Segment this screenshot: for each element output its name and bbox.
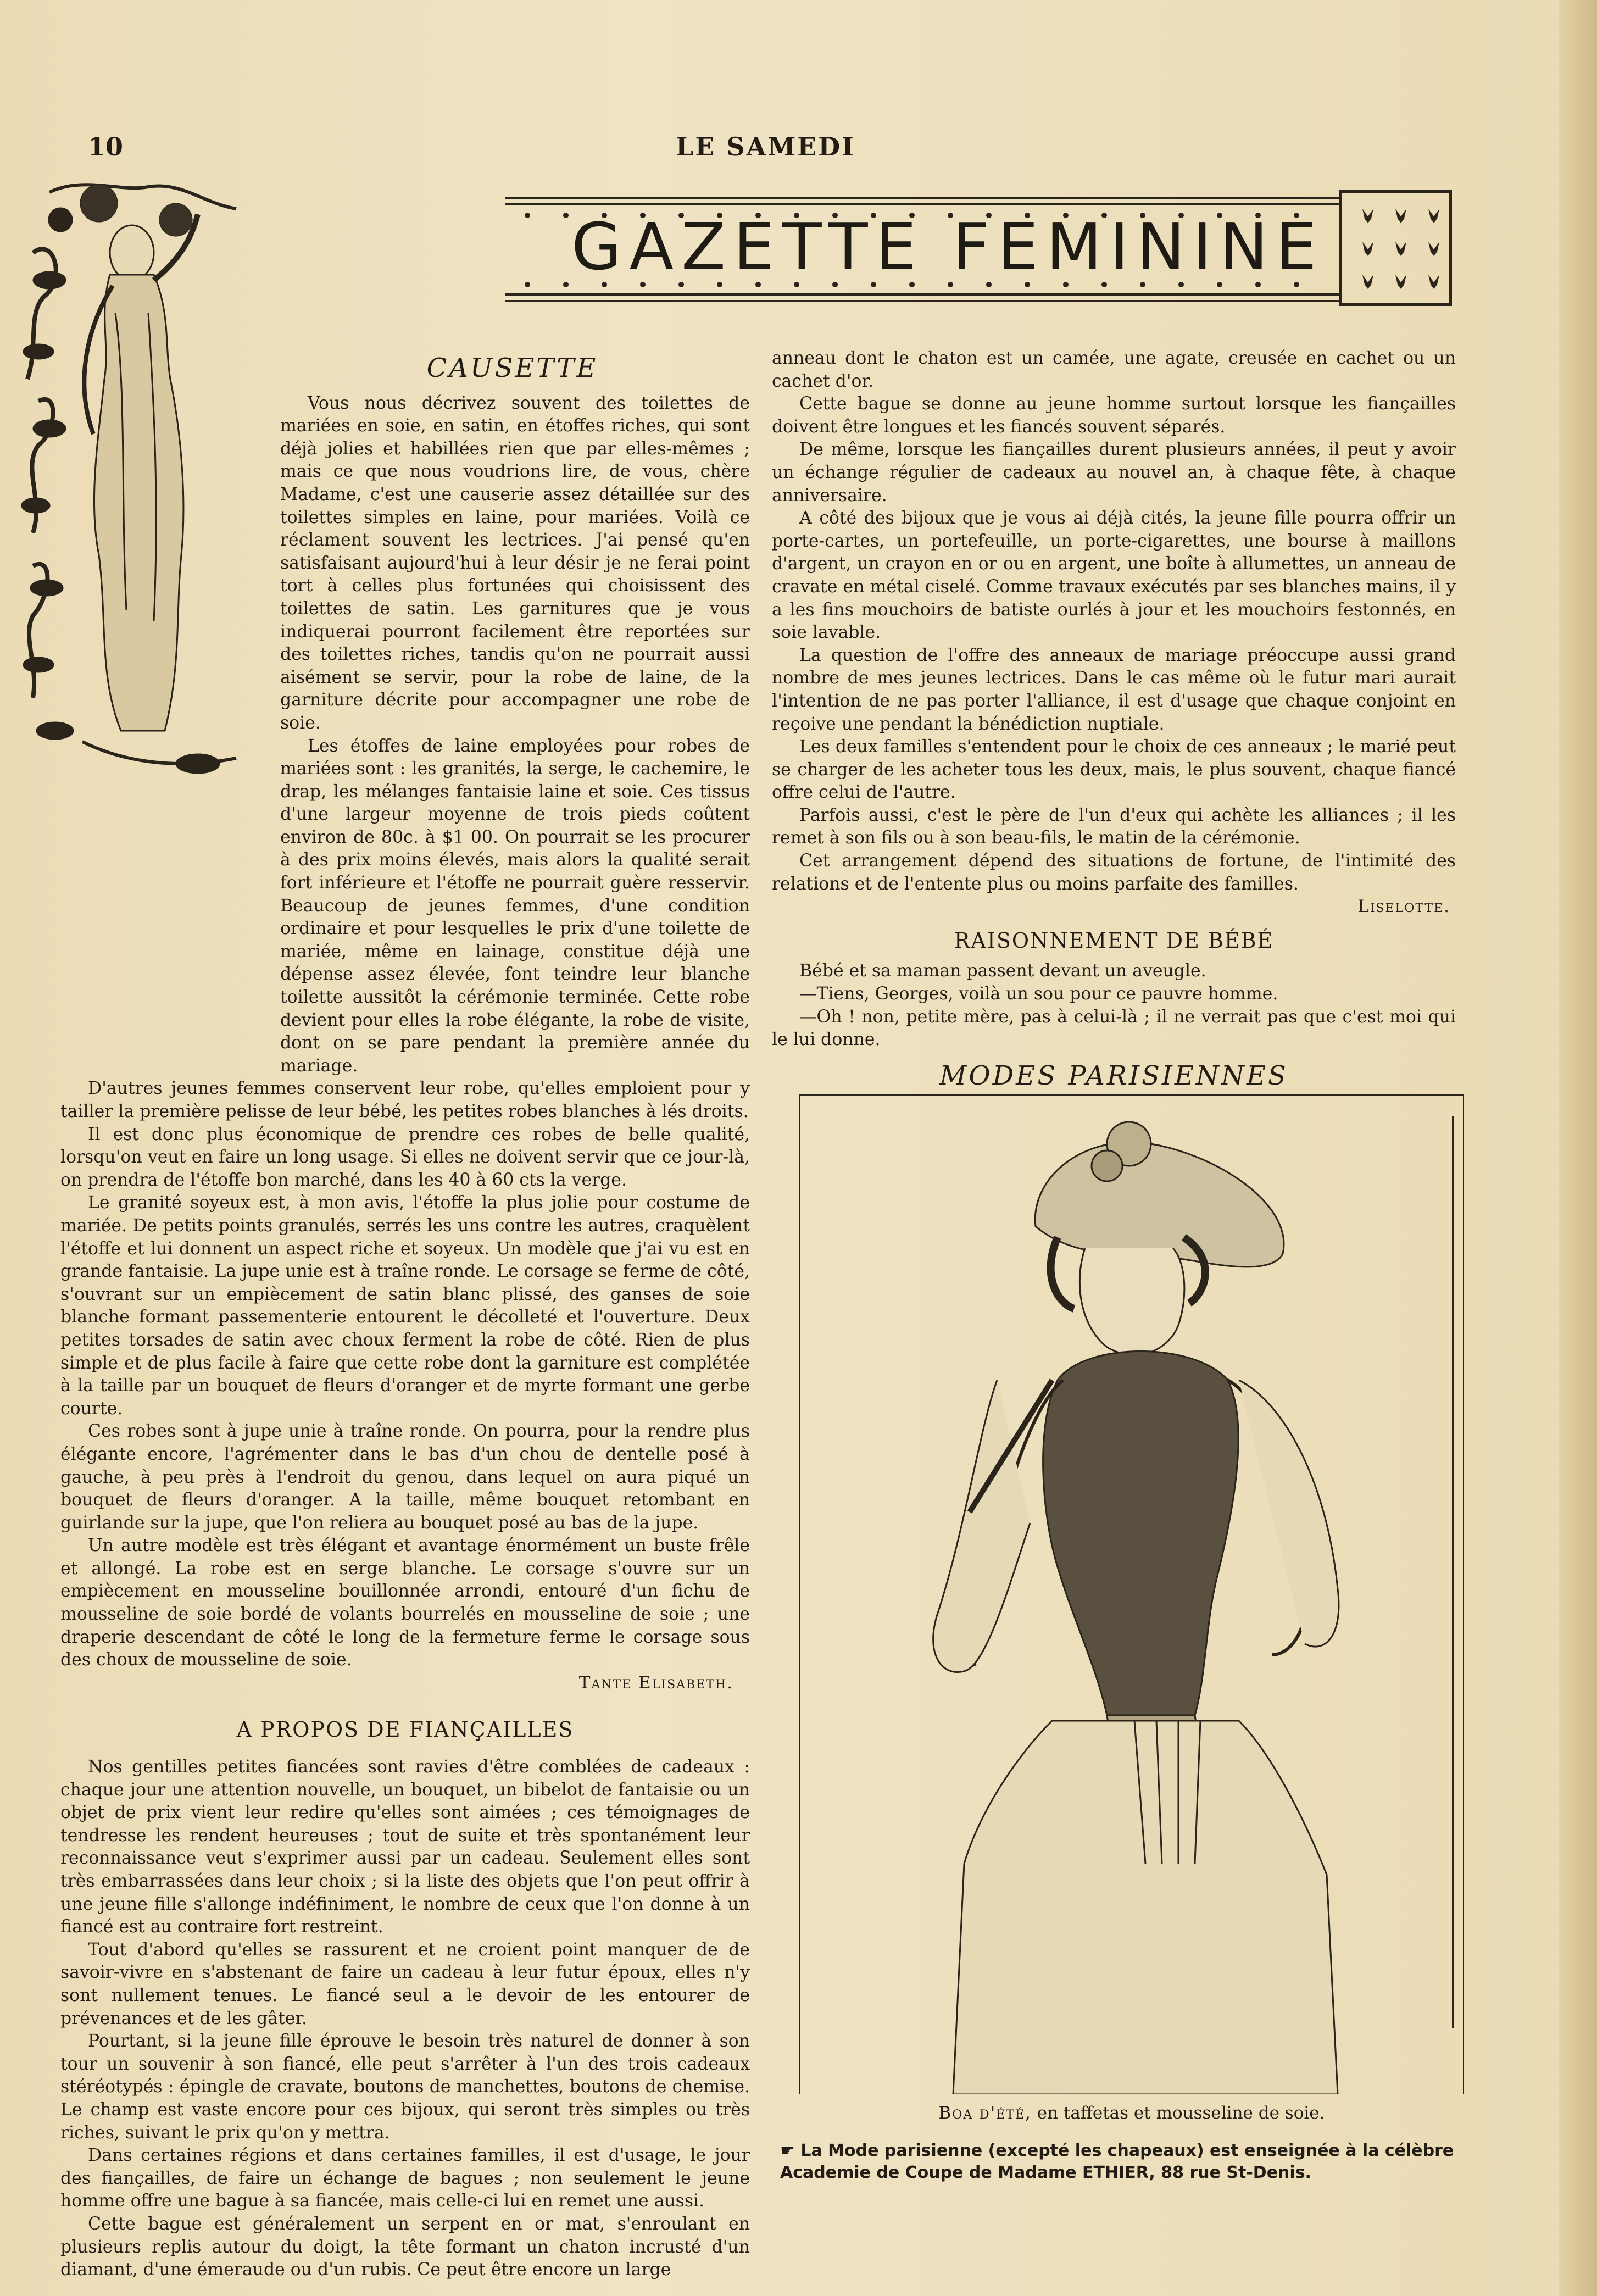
- causette-body: [60, 392, 750, 735]
- paragraph: Bébé et sa maman passent devant un aveugle.: [799, 961, 1206, 981]
- paragraph: Les deux familles s'entendent pour le choix de ces anneaux ; le marié peut se charger de les acheter tous les deux, mais, le plus souvent, chaque fiancé offre celui de l'autre.: [772, 737, 1456, 803]
- paragraph: anneau dont le chaton est un camée, une agate, creusée en cachet ou un cachet d'or.: [772, 348, 1456, 391]
- modes-heading: MODES PARISIENNES: [939, 1060, 1288, 1091]
- notice-line-1: ☛ La Mode parisienne (excepté les chapeaux) est enseignée à la célèbre: [780, 2141, 1454, 2160]
- paragraph: —Tiens, Georges, voilà un sou pour ce pauvre homme.: [799, 984, 1278, 1004]
- fiancailles-continued: [772, 347, 1456, 1091]
- paragraph: D'autres jeunes femmes conservent leur robe, qu'elles emploient pour y tailler la première pelisse de leur bébé, les petites robes blanches à lés droits.: [60, 1078, 750, 1121]
- section-title: GAZETTE FEMININE: [571, 209, 1325, 285]
- paragraph: Nos gentilles petites fiancées sont ravies d'être comblées de cadeaux : chaque jour une attention nouvelle, un bouquet, un bibelot de fantaisie ou un objet de prix vient leur redire qu'elles sont aimées ; ces témoignages de tendresse les rendent heureuses ; tout de suite et très spontanément leur reconnaissance veut s'exprimer aussi par un cadeau. Seulement elles sont très embarrassées dans leur choix ; si la liste des objets que l'on peut offrir à une jeune fille s'allonge indéfiniment, le nombre de ceux que l'on donne à un fiancé est au contraire fort restreint.: [60, 1757, 750, 1937]
- paragraph: Cette bague se donne au jeune homme surtout lorsque les fiançailles doivent être longues et les fiancés souvent séparés.: [772, 394, 1456, 437]
- signature: Liselotte.: [1357, 897, 1450, 917]
- advertisement-notice: [780, 2140, 1472, 2184]
- paragraph: Le granité soyeux est, à mon avis, l'étoffe la plus jolie pour costume de mariée. De petits points granulés, serrés les uns contre les autres, craquèlent l'étoffe et lui donnent un aspect riche et soyeux. Un modèle que j'ai vu est en grande fantaisie. La jupe unie est à traîne ronde. Le corsage se ferme de côté, s'ouvrant sur un empiècement de satin blanc plissé, des ganses de soie blanche formant passementerie entourent le décolleté et l'ouverture. Deux petites torsades de satin avec choux ferment la robe de côté. Rien de plus simple et de plus facile à faire que cette robe dont la garniture est complétée à la taille par un bouquet de fleurs d'oranger et de myrte formant une gerbe courte.: [60, 1193, 750, 1419]
- bebe-heading: RAISONNEMENT DE BÉBÉ: [954, 928, 1274, 953]
- paragraph: La question de l'offre des anneaux de mariage préoccupe aussi grand nombre de mes jeunes lectrices. Dans le cas même où le futur mari aurait l'intention de ne pas porter l'alliance, il est d'usage que chaque conjoint en reçoive une pendant la bénédiction nuptiale.: [772, 645, 1456, 734]
- paragraph: Les étoffes de laine employées pour robes de mariées sont : les granités, la serge, le cachemire, le drap, les mélanges fantaisie laine et soie. Ces tissus d'une largeur moyenne de trois pieds coûtent environ de 80c. à $1 00. On pourrait se les procurer à des prix moins élevés, mais alors la qualité serait fort inférieure et l'étoffe ne pourrait guère resservir. Beaucoup de jeunes femmes, d'une condition ordinaire et pour lesquelles le prix d'une toilette de mariée, même en lainage, constitue déjà une dépense assez élevée, font teindre leur blanche toilette aussitôt la cérémonie terminée. Cette robe devient pour elles la robe élégante, la robe de visite, dont on se pare pendant la première année du mariage.: [280, 736, 750, 1076]
- paragraph: Dans certaines régions et dans certaines familles, il est d'usage, le jour des fiançailles, de faire un échange de bagues ; non seulement le jeune homme offre une bague à sa fiancée, mais celle-ci lui en remet une aussi.: [60, 2145, 750, 2211]
- signature: Tante Elisabeth.: [578, 1672, 733, 1693]
- notice-line-2: Academie de Coupe de Madame ETHIER, 88 rue St-Denis.: [780, 2163, 1311, 2182]
- paragraph: A côté des bijoux que je vous ai déjà cités, la jeune fille pourra offrir un porte-cartes, un portefeuille, un porte-cigarettes, une bourse à maillons d'argent, un crayon en or ou en argent, une boîte à allumettes, un anneau de cravate en métal ciselé. Comme travaux exécutés par ses blanches mains, il y a les fins mouchoirs de batiste ourlés à jour et les mouchoirs festonnés, en soie lavable.: [772, 508, 1456, 643]
- page-number: 10: [88, 132, 124, 162]
- causette-heading: CAUSETTE: [426, 353, 598, 383]
- paragraph: Cette bague est généralement un serpent en or mat, s'enroulant en plusieurs replis autour du doigt, la tête formant un chaton incrusté d'un diamant, d'une émeraude ou d'un rubis. Ce peut être encore un large: [60, 2214, 750, 2280]
- causette-article: [60, 353, 750, 2282]
- paragraph: De même, lorsque les fiançailles durent plusieurs années, il peut y avoir un échange régulier de cadeaux au nouvel an, à chaque fête, à chaque anniversaire.: [772, 440, 1456, 505]
- paragraph: Cet arrangement dépend des situations de fortune, de l'intimité des relations et de l'entente plus ou moins parfaite des familles.: [772, 851, 1456, 894]
- paragraph: Pourtant, si la jeune fille éprouve le besoin très naturel de donner à son tour un souvenir à son fiancé, elle peut s'arrêter à l'un des trois cadeaux stéréotypés : épingle de cravate, boutons de manchettes, boutons de chemise. Le champ est vaste encore pour ces bijoux, qui seront très simples ou très riches, suivant le prix qu'on y mettra.: [60, 2031, 750, 2143]
- caption-title: Boa d'été,: [938, 2103, 1032, 2123]
- paragraph: —Oh ! non, petite mère, pas à celui-là ; il ne verrait pas que c'est moi qui le lui donne.: [772, 1007, 1456, 1050]
- publication-title: LE SAMEDI: [676, 132, 855, 162]
- fiancailles-heading: A PROPOS DE FIANÇAILLES: [236, 1717, 574, 1742]
- page-edge: [1559, 0, 1597, 2296]
- paragraph: Parfois aussi, c'est le père de l'un d'eux qui achète les alliances ; il les remet à son fils ou à son beau-fils, le matin de la cérémonie.: [772, 805, 1456, 848]
- paragraph: Tout d'abord qu'elles se rassurent et ne croient point manquer de de savoir-vivre en s'abstenant de faire un cadeau à leur futur époux, elles n'y sont nullement tenues. Le fiancé seul a le devoir de les entourer de prévenances et de les gâter.: [60, 1939, 750, 2028]
- paragraph: Ces robes sont à jupe unie à traîne ronde. On pourra, pour la rendre plus élégante encore, l'agrémenter dans le bas d'un chou de dentelle posé à gauche, à peu près à l'endroit du genou, dans lequel on aura piqué un bouquet de fleurs d'oranger. A la taille, même bouquet retombant en guirlande sur la jupe, que l'on reliera au bouquet posé au bas de la jupe.: [60, 1421, 750, 1533]
- paragraph: Vous nous décrivez souvent des toilettes de mariées en soie, en satin, en étoffes riches, qui sont déjà jolies et habillées rien que par elles-mêmes ; mais ce que nous voudrions lire, de vous, chère Madame, c'est une causerie assez détaillée sur des toilettes simples en laine, pour mariées. Voilà ce réclament souvent les lectrices. J'ai pensé qu'en satisfaisant aujourd'hui à leur désir je ne ferai point tort à celles plus fortunées qui choisissent des toilettes de satin. Les garnitures que je vous indiquerai pourront facilement être reportées sur des toilettes riches, tandis qu'on ne pourrait aussi aisément se servir, pour la robe de laine, de la garniture décrite pour accompagner une robe de soie.: [280, 393, 750, 733]
- caption-text: en taffetas et mousseline de soie.: [1031, 2103, 1325, 2123]
- paragraph: Il est donc plus économique de prendre ces robes de belle qualité, lorsqu'on veut en faire un long usage. Si elles ne doivent servir que ce jour-là, on prendra de l'étoffe bon marché, dans les 40 à 60 cts la verge.: [60, 1124, 750, 1190]
- illustration-caption: [797, 2103, 1467, 2123]
- causette-body-continued: [60, 735, 750, 1078]
- paragraph: Un autre modèle est très élégant et avantage énormément un buste frêle et allongé. La robe est en serge blanche. Le corsage s'ouvre sur un empiècement en mousseline bouillonnée arrondi, entouré d'un fichu de mousseline de soie bordé de volants bourrelés en mousseline de soie ; une draperie descendant de côté le long de la fermeture ferme le corsage sous des choux de mousseline de soie.: [60, 1536, 750, 1670]
- pointing-hand-icon: ☛: [780, 2141, 801, 2160]
- fashion-illustration: [799, 1094, 1464, 2094]
